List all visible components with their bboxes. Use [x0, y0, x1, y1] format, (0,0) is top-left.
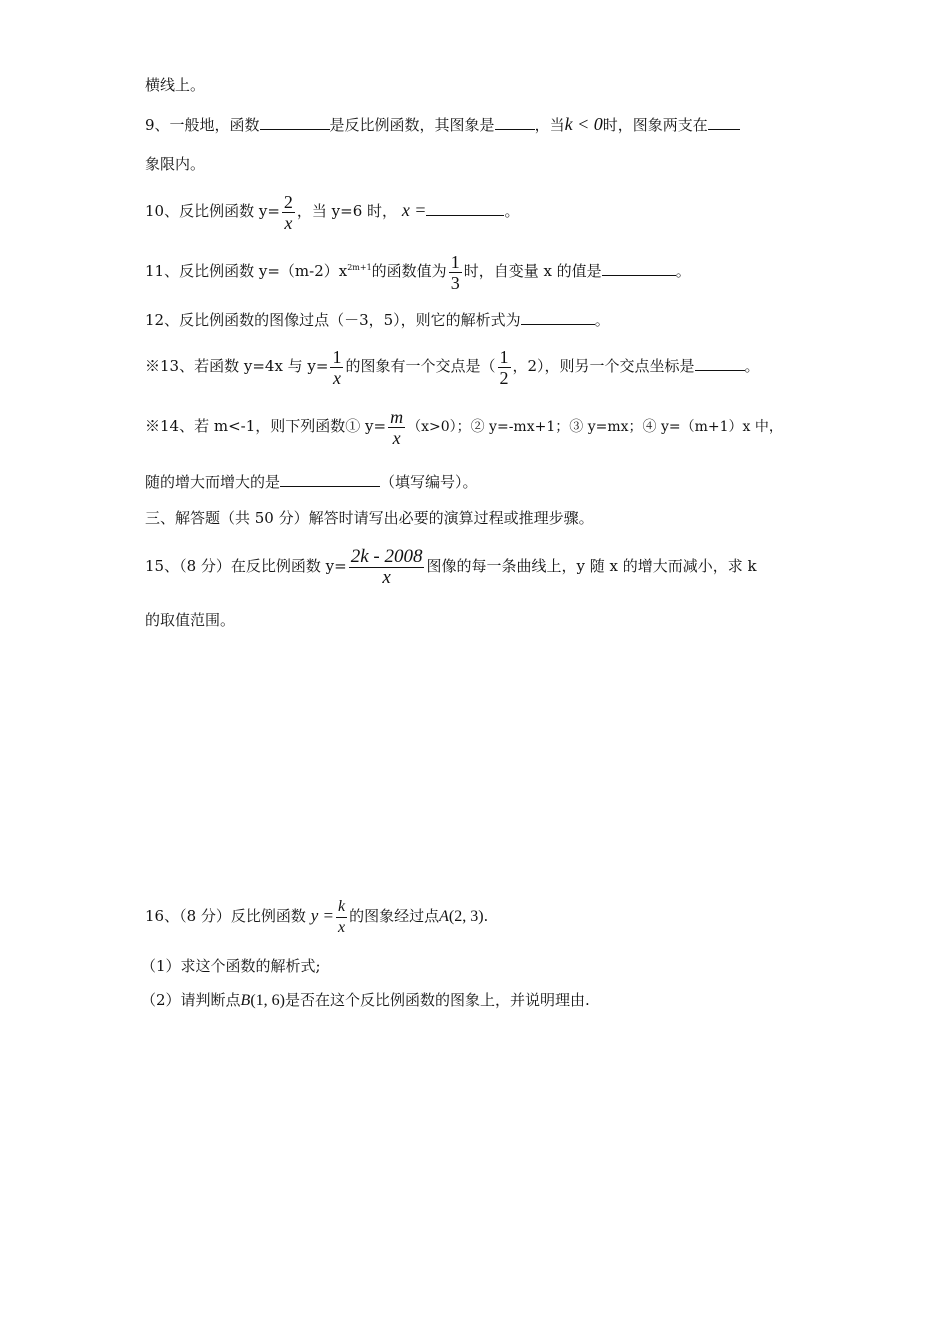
q16-num: k	[336, 897, 347, 918]
q10-fraction	[282, 192, 295, 233]
q12-blank	[521, 310, 595, 325]
q11-text-a: 11、反比例函数 y=（m-2）x	[145, 262, 348, 280]
q10-text-a: 10、反比例函数 y=	[145, 202, 280, 220]
q10-blank	[426, 201, 504, 216]
q16-point-label: A	[439, 908, 449, 925]
question-16	[145, 896, 488, 938]
q13-text-c: ，2），则另一个交点坐标是	[512, 357, 695, 375]
question-9	[145, 114, 740, 135]
question-13	[145, 346, 760, 388]
q15-text-c: 的取值范围。	[145, 611, 236, 629]
q11-fraction	[449, 252, 462, 293]
q11-den: 3	[450, 272, 460, 293]
q13-text-a: ※13、若函数 y=4x 与 y=	[145, 357, 329, 375]
q11-text-d: 。	[675, 262, 691, 280]
q16-fraction	[336, 897, 347, 938]
q16-point-value: (2, 3)	[448, 908, 484, 925]
q13-fraction-1	[330, 347, 343, 388]
q16-text-b: 的图象经过点	[349, 907, 440, 925]
q11-text-c: 时，自变量 x 的值是	[463, 262, 602, 280]
question-12	[145, 310, 610, 330]
q9-blank-1	[260, 115, 330, 130]
q9-condition: k < 0	[564, 114, 603, 134]
question-14	[145, 406, 783, 448]
q10-num: 2	[283, 191, 293, 212]
q10-x: x =	[401, 200, 427, 220]
q11-exponent: 2m+1	[347, 263, 372, 272]
q14-num: m	[390, 406, 404, 427]
question-11	[145, 248, 691, 293]
q9-text-c: ，当	[534, 116, 565, 134]
q15-num: 2k - 2008	[350, 545, 423, 567]
q16-part2-text-a: （2）请判断点	[141, 991, 241, 1009]
q11-text-b: 的函数值为	[371, 262, 447, 280]
q13-num2: 1	[499, 346, 509, 367]
q14-fraction	[388, 407, 405, 448]
question-15-cont	[145, 610, 235, 630]
q9-text-b: 是反比例函数，其图象是	[329, 116, 495, 134]
q16-text-a: 16、（8 分）反比例函数	[145, 907, 306, 925]
q13-fraction-2	[498, 347, 511, 388]
q16-part2-text-b: 是否在这个反比例函数的图象上，并说明理由.	[284, 991, 590, 1009]
q16-part1-text: （1）求这个函数的解析式;	[141, 957, 321, 975]
q14-den: x	[392, 427, 401, 448]
q13-blank	[695, 356, 745, 371]
section-3-text: 三、解答题（共 50 分）解答时请写出必要的演算过程或推理步骤。	[145, 509, 594, 527]
q10-text-b: ，当 y=6 时，	[296, 202, 398, 220]
q9-text-d: 时，图象两支在	[602, 116, 708, 134]
q16-text-c: .	[483, 907, 489, 925]
q9-text-a: 9、一般地，函数	[145, 116, 260, 134]
question-16-part-1	[141, 956, 321, 976]
q13-text-d: 。	[744, 357, 760, 375]
question-10	[145, 190, 519, 233]
q12-text-a: 12、反比例函数的图像过点（－3，5），则它的解析式为	[145, 311, 521, 329]
q13-num: 1	[332, 346, 342, 367]
q15-den: x	[382, 566, 391, 588]
q14-text-a: ※14、若 m<-1，则下列函数① y=	[145, 417, 387, 435]
q9-text-e: 象限内。	[145, 155, 206, 173]
section-3-heading	[145, 508, 594, 528]
question-14-cont	[145, 472, 478, 492]
question-15	[145, 546, 757, 588]
q11-num: 1	[450, 251, 460, 272]
q15-fraction	[349, 547, 425, 588]
q15-text-b: 图像的每一条曲线上，y 随 x 的增大而减小，求 k	[426, 557, 757, 575]
q12-text-b: 。	[594, 311, 610, 329]
q16-part2-point-label: B	[240, 992, 251, 1009]
q11-blank	[602, 261, 676, 276]
question-16-part-2	[141, 990, 590, 1011]
text: 横线上。	[145, 76, 206, 94]
q13-den: x	[332, 367, 341, 388]
q13-den2: 2	[499, 367, 509, 388]
question-9-cont	[145, 154, 205, 174]
q16-y: y =	[310, 906, 334, 925]
q10-text-c: 。	[504, 202, 520, 220]
q9-blank-2	[495, 115, 535, 130]
q14-text-c: 随的增大而增大的是	[145, 473, 281, 491]
q14-blank	[280, 472, 380, 487]
q10-den: x	[284, 212, 293, 233]
q14-text-b: （x>0）；② y=-mx+1；③ y=mx；④ y=（m+1）x 中，	[407, 419, 783, 435]
q15-text-a: 15、（8 分）在反比例函数 y=	[145, 557, 347, 575]
q9-blank-3	[708, 115, 740, 130]
q13-text-b: 的图象有一个交点是（	[345, 357, 496, 375]
q16-den: x	[337, 918, 346, 936]
q14-text-d: （填写编号）。	[380, 473, 478, 491]
line-continuation	[145, 75, 205, 95]
q16-part2-point-value: (1, 6)	[250, 992, 285, 1009]
